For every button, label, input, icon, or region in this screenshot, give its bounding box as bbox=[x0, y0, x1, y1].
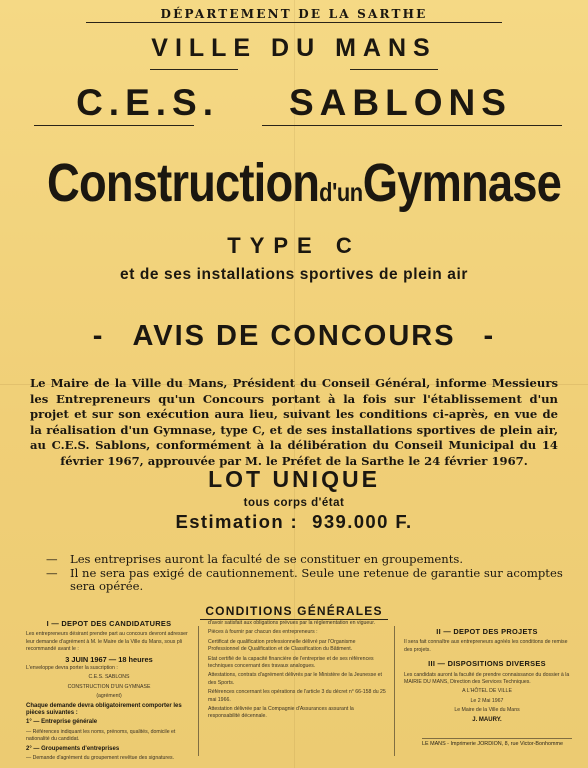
estimation-label: Estimation : bbox=[175, 511, 299, 532]
col2-p3: Certificat de qualification professionnelle délivré par l'Organisme Professionnel de Qualification et de Classification du Bâtiment. bbox=[208, 638, 356, 653]
column-divider-right bbox=[394, 626, 395, 756]
col1-item4: — Demande d'agrément du groupement revêtue des signatures. bbox=[26, 755, 175, 762]
col3-p1: Il sera fait connaître aux entrepreneurs agréés les conditions de remise des projets. bbox=[404, 639, 568, 653]
type-heading: TYPE C bbox=[227, 233, 361, 258]
col1-item2: — Références indiquant les noms, prénoms, qualités, domicile et nationalité du candidat. bbox=[26, 728, 176, 743]
col3-signature: J. MAURY. bbox=[472, 716, 502, 723]
avis-label: AVIS DE CONCOURS bbox=[132, 320, 456, 352]
school-rule-left bbox=[34, 125, 194, 126]
conditions-heading: CONDITIONS GÉNÉRALES bbox=[205, 604, 383, 618]
col3-signature-line: Le Maire de la Ville du Mans bbox=[454, 707, 520, 714]
col1-intro: Les entrepreneurs désirant prendre part au concours devront adresser leur demande d'agrément à M. le Maire de la Ville du Mans, sous pli recommandé avant le : bbox=[26, 631, 188, 653]
col1-deadline: 3 JUIN 1967 — 18 heures bbox=[65, 654, 153, 664]
city-rule-left bbox=[150, 69, 238, 70]
column-1-heading: I — DEPOT DES CANDIDATURES bbox=[46, 619, 172, 628]
bullet-dash: — bbox=[46, 552, 58, 566]
col1-label2: CONSTRUCTION D'UN GYMNASE bbox=[67, 683, 151, 690]
column-divider-left bbox=[198, 626, 199, 756]
col2-p4: Etat certifié de la capacité financière de l'entreprise et de ses références techniques concernant des travaux analogues. bbox=[208, 655, 374, 670]
col3-date: Le 2 Mai 1967 bbox=[470, 697, 504, 704]
main-title bbox=[47, 152, 562, 214]
avis-dash-right: - bbox=[483, 320, 496, 352]
col2-p2: Pièces à fournir par chacun des entrepreneurs : bbox=[208, 629, 318, 636]
department-rule bbox=[86, 22, 502, 23]
column-3-heading-2: III — DISPOSITIONS DIVERSES bbox=[428, 659, 546, 669]
title-construction: Construction bbox=[47, 153, 320, 213]
city-rule-right bbox=[350, 69, 438, 70]
col2-p7: Attestation délivrée par la Compagnie d'Assurances assurant la responsabilité décennale. bbox=[208, 706, 354, 720]
col3-place: A L'HÔTEL DE VILLE bbox=[462, 688, 512, 695]
col1-item3: 2° — Groupements d'entreprises bbox=[26, 745, 120, 752]
col2-p1: d'avoir satisfait aux obligations prévues par la réglementation en vigueur. bbox=[208, 620, 376, 626]
bullet-dash: — bbox=[46, 565, 58, 580]
installations-heading: et de ses installations sportives de plein air bbox=[119, 266, 469, 283]
school-name: SABLONS bbox=[289, 82, 512, 123]
col2-p5: Attestations, contrats d'agrément délivrés par le Ministère de la Jeunesse et des Sports. bbox=[208, 672, 382, 686]
conditions-column-1 bbox=[26, 620, 192, 765]
intro-paragraph: Le Maire de la Ville du Mans, Président du Conseil Général, informe Messieurs les Entrepreneurs qu'un Concours portant à la fois sur l'établissement d'un projet et sur son exécution aura lieu, suivant les conditions ci-après, en vue de la réalisation d'un Gymnase, type C, et de ses installations sportives de plein air, au C.E.S. Sablons, conformément à la délibération du Conseil Municipal du 14 février 1967, approuvée par M. le Préfet de la Sarthe le 24 février 1967. bbox=[30, 376, 558, 468]
bullet-text: Les entreprises auront la faculté de se constituer en groupements. bbox=[70, 552, 464, 566]
bullet-item bbox=[46, 553, 566, 567]
department-heading: DÉPARTEMENT DE LA SARTHE bbox=[160, 7, 428, 21]
lot-heading: LOT UNIQUE bbox=[208, 466, 380, 492]
city-heading: VILLE DU MANS bbox=[151, 34, 437, 62]
col1-label3: (agrément) bbox=[96, 693, 122, 700]
estimation-line bbox=[0, 511, 588, 533]
conditions-column-2 bbox=[208, 620, 386, 723]
title-gymnase: Gymnase bbox=[362, 153, 562, 213]
title-dun: d'un bbox=[319, 177, 363, 207]
col1-note: L'enveloppe devra porter la suscription : bbox=[26, 665, 118, 672]
conditions-column-3 bbox=[404, 620, 570, 726]
col1-label1: C.E.S. SABLONS bbox=[88, 674, 130, 681]
col1-list-heading: Chaque demande devra obligatoirement comporter les pièces suivantes : bbox=[26, 702, 182, 717]
col2-p6: Références concernant les opérations de l'article 3 du décret n° 66-158 du 25 mai 1966. bbox=[208, 689, 386, 703]
bullet-item bbox=[46, 567, 566, 594]
estimation-value: 939.000 F. bbox=[312, 511, 413, 532]
column-3-heading-1: II — DEPOT DES PROJETS bbox=[436, 627, 538, 636]
school-prefix: C.E.S. bbox=[76, 82, 219, 123]
lot-subtitle: tous corps d'état bbox=[243, 497, 345, 509]
col1-item1: 1° — Entreprise générale bbox=[26, 719, 98, 726]
avis-heading bbox=[0, 320, 588, 353]
printer-credit: LE MANS - Imprimerie JORDION, 8, rue Victor-Bonhomme bbox=[422, 738, 572, 747]
col3-p2: Les candidats auront la faculté de prendre connaissance du dossier à la MAIRIE DU MANS, Direction des Services Techniques. bbox=[404, 671, 570, 686]
bullet-list bbox=[46, 553, 566, 594]
school-rule-right bbox=[262, 125, 562, 126]
school-heading bbox=[0, 82, 588, 124]
bullet-text: Il ne sera pas exigé de cautionnement. Seule une retenue de garantie sur acomptes sera opérée. bbox=[70, 565, 563, 594]
avis-dash-left: - bbox=[92, 320, 105, 352]
